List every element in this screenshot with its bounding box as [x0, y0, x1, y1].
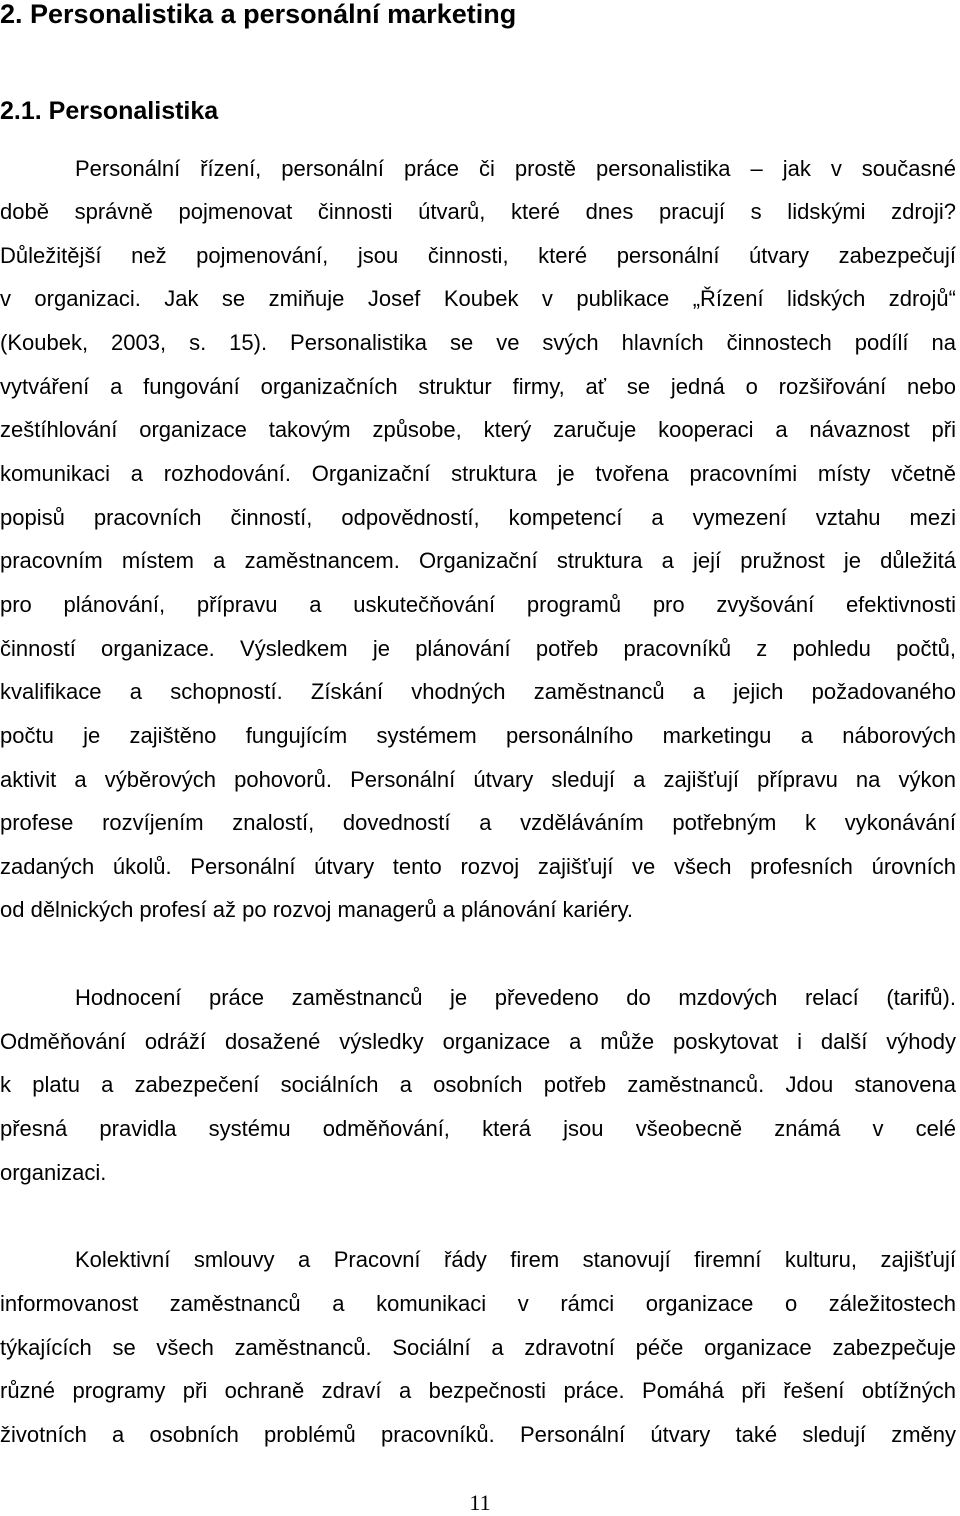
paragraph-line: aktivit a výběrových pohovorů. Personální útvary sledují a zajišťují přípravu na výkon [0, 767, 956, 792]
paragraph-line: popisů pracovních činností, odpovědností, kompetencí a vymezení vztahu mezi [0, 505, 956, 530]
paragraph-line: životních a osobních problémů pracovníků. Personální útvary také sledují změny [0, 1422, 956, 1447]
paragraph-line: zadaných úkolů. Personální útvary tento rozvoj zajišťují ve všech profesních úrovních [0, 854, 956, 879]
paragraph-line: Odměňování odráží dosažené výsledky organizace a může poskytovat i další výhody [0, 1029, 956, 1054]
chapter-heading: 2. Personalistika a personální marketing [0, 0, 517, 29]
paragraph-line: komunikaci a rozhodování. Organizační struktura je tvořena pracovními místy včetně [0, 461, 956, 486]
paragraph-line: týkajících se všech zaměstnanců. Sociální a zdravotní péče organizace zabezpečuje [0, 1335, 956, 1360]
paragraph-line: organizaci. [0, 1160, 107, 1185]
paragraph-line: profese rozvíjením znalostí, dovedností a vzděláváním potřebným k vykonávání [0, 810, 956, 835]
paragraph-line: Personální řízení, personální práce či prostě personalistika – jak v současné [75, 156, 956, 181]
paragraph-line: činností organizace. Výsledkem je plánování potřeb pracovníků z pohledu počtů, [0, 636, 956, 661]
paragraph-line: v organizaci. Jak se zmiňuje Josef Koubek v publikace „Řízení lidských zdrojů“ [0, 286, 956, 311]
paragraph-line: Kolektivní smlouvy a Pracovní řády firem stanovují firemní kulturu, zajišťují [75, 1247, 956, 1272]
section-heading: 2.1. Personalistika [0, 97, 219, 125]
paragraph-line: informovanost zaměstnanců a komunikaci v rámci organizace o záležitostech [0, 1291, 956, 1316]
paragraph-line: k platu a zabezpečení sociálních a osobních potřeb zaměstnanců. Jdou stanovena [0, 1072, 956, 1097]
paragraph-line: době správně pojmenovat činnosti útvarů, které dnes pracují s lidskými zdroji? [0, 199, 956, 224]
page-number: 11 [469, 1490, 491, 1515]
paragraph-line: pro plánování, přípravu a uskutečňování programů pro zvyšování efektivnosti [0, 592, 956, 617]
paragraph-line: přesná pravidla systému odměňování, která jsou všeobecně známá v celé [0, 1116, 956, 1141]
paragraph-line: počtu je zajištěno fungujícím systémem personálního marketingu a náborových [0, 723, 956, 748]
paragraph-line: Důležitější než pojmenování, jsou činnosti, které personální útvary zabezpečují [0, 243, 956, 268]
paragraph-line: od dělnických profesí až po rozvoj managerů a plánování kariéry. [0, 897, 634, 922]
paragraph-line: zeštíhlování organizace takovým způsobe, který zaručuje kooperaci a návaznost při [0, 417, 956, 442]
paragraph-line: (Koubek, 2003, s. 15). Personalistika se ve svých hlavních činnostech podílí na [0, 330, 956, 355]
paragraph-line: různé programy při ochraně zdraví a bezpečnosti práce. Pomáhá při řešení obtížných [0, 1378, 956, 1403]
paragraph-line: vytváření a fungování organizačních struktur firmy, ať se jedná o rozšiřování nebo [0, 374, 956, 399]
paragraph-line: Hodnocení práce zaměstnanců je převedeno do mzdových relací (tarifů). [75, 985, 956, 1010]
paragraph-line: pracovním místem a zaměstnancem. Organizační struktura a její pružnost je důležitá [0, 548, 956, 573]
paragraph-line: kvalifikace a schopností. Získání vhodných zaměstnanců a jejich požadovaného [0, 679, 956, 704]
